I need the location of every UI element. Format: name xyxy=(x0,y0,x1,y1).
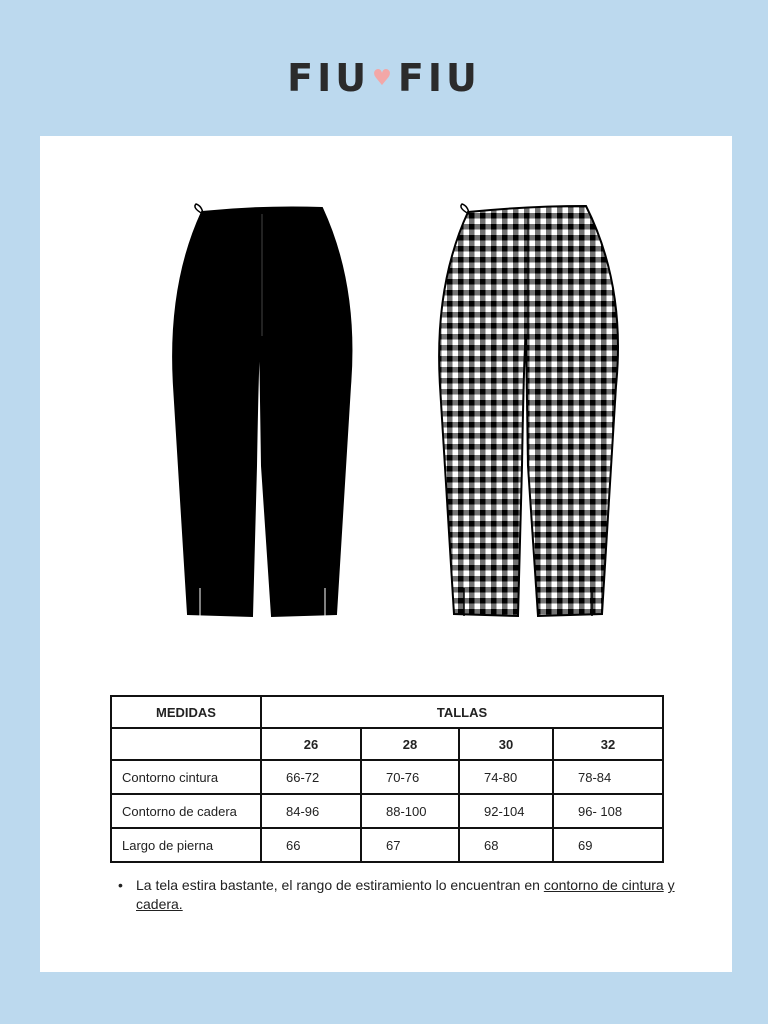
sizes-header: TALLAS xyxy=(261,696,663,728)
size-chart-card xyxy=(40,136,732,972)
gingham-pants-shape xyxy=(439,206,618,616)
gingham-pants-drawing xyxy=(439,204,618,616)
table-cell: 84-96 xyxy=(261,794,361,828)
bullet-icon: • xyxy=(118,877,123,893)
table-sizes-row xyxy=(111,728,663,760)
note-link-hip: y cadera. xyxy=(136,877,675,912)
size-28: 28 xyxy=(361,728,459,760)
row-label-waist: Contorno cintura xyxy=(111,760,261,794)
measures-header: MEDIDAS xyxy=(111,696,261,728)
table-row xyxy=(111,760,663,794)
table-cell: 78-84 xyxy=(553,760,663,794)
note-text: La tela estira bastante, el rango de estiramiento lo encuentran en xyxy=(136,877,544,893)
table-cell: 96- 108 xyxy=(553,794,663,828)
stretch-note xyxy=(118,876,696,914)
size-32: 32 xyxy=(553,728,663,760)
brand-left: FIU xyxy=(287,56,371,100)
size-26: 26 xyxy=(261,728,361,760)
black-pants-drawing xyxy=(173,204,351,616)
table-cell: 88-100 xyxy=(361,794,459,828)
black-pants-tie xyxy=(195,204,203,214)
row-label-hip: Contorno de cadera xyxy=(111,794,261,828)
table-cell: 69 xyxy=(553,828,663,862)
heart-icon: ♥ xyxy=(372,66,396,91)
empty-cell xyxy=(111,728,261,760)
table-cell: 68 xyxy=(459,828,553,862)
table-cell: 70-76 xyxy=(361,760,459,794)
note-link-waist: contorno de cintura xyxy=(543,877,664,893)
size-table xyxy=(110,695,664,863)
pants-illustrations xyxy=(40,136,732,656)
brand-logo xyxy=(0,56,768,100)
row-label-leg: Largo de pierna xyxy=(111,828,261,862)
table-row xyxy=(111,794,663,828)
gingham-pants-tie xyxy=(461,204,469,214)
table-header-row xyxy=(111,696,663,728)
table-cell: 67 xyxy=(361,828,459,862)
table-row xyxy=(111,828,663,862)
brand-right: FIU xyxy=(397,56,481,100)
table-cell: 92-104 xyxy=(459,794,553,828)
table-cell: 74-80 xyxy=(459,760,553,794)
size-30: 30 xyxy=(459,728,553,760)
table-cell: 66-72 xyxy=(261,760,361,794)
table-cell: 66 xyxy=(261,828,361,862)
